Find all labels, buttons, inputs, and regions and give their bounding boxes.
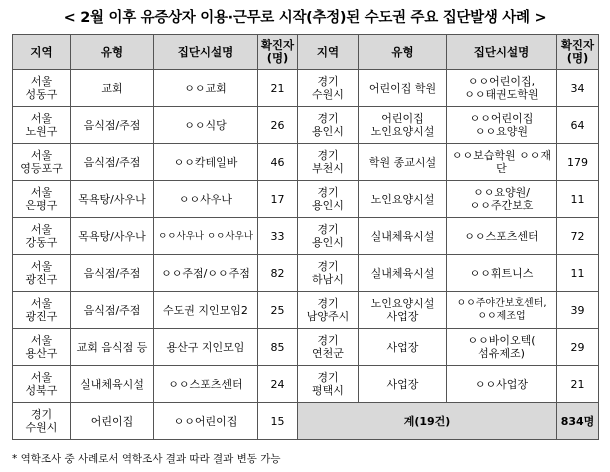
count-cell: 26 <box>258 107 298 144</box>
facility-cell: ㅇㅇ스포츠센터 <box>447 218 557 255</box>
count-cell: 33 <box>258 218 298 255</box>
count-cell: 85 <box>258 329 298 366</box>
total-label: 계(19건) <box>298 403 557 440</box>
count-cell: 64 <box>557 107 599 144</box>
count-cell: 179 <box>557 144 599 181</box>
region-cell: 서울 성북구 <box>13 366 71 403</box>
facility-cell: ㅇㅇ요양원/ ㅇㅇ주간보호 <box>447 181 557 218</box>
region-cell: 경기 용인시 <box>298 218 359 255</box>
facility-cell: 수도권 지인모임2 <box>154 292 258 329</box>
facility-cell: ㅇㅇ보습학원 ㅇㅇ재단 <box>447 144 557 181</box>
count-cell: 34 <box>557 70 599 107</box>
facility-cell: ㅇㅇ교회 <box>154 70 258 107</box>
facility-cell: ㅇㅇ어린이집, ㅇㅇ태권도학원 <box>447 70 557 107</box>
type-cell: 사업장 <box>359 366 447 403</box>
facility-cell: ㅇㅇ칵테일바 <box>154 144 258 181</box>
total-value: 834명 <box>557 403 599 440</box>
count-cell: 25 <box>258 292 298 329</box>
facility-cell: ㅇㅇ식당 <box>154 107 258 144</box>
table-row <box>13 181 599 218</box>
table-row <box>13 107 599 144</box>
table-row <box>13 70 599 107</box>
type-cell: 교회 음식점 등 <box>71 329 154 366</box>
header-type: 유형 <box>71 35 154 70</box>
count-cell: 39 <box>557 292 599 329</box>
type-cell: 어린이집 <box>71 403 154 440</box>
type-cell: 음식점/주점 <box>71 107 154 144</box>
footnote: * 역학조사 중 사례로서 역학조사 결과 따라 결과 변동 가능 <box>12 453 281 465</box>
table-row <box>13 292 599 329</box>
region-cell: 서울 영등포구 <box>13 144 71 181</box>
type-cell: 실내체육시설 <box>71 366 154 403</box>
region-cell: 경기 용인시 <box>298 107 359 144</box>
header-facility: 집단시설명 <box>154 35 258 70</box>
type-cell: 사업장 <box>359 329 447 366</box>
type-cell: 목욕탕/사우나 <box>71 181 154 218</box>
count-cell: 82 <box>258 255 298 292</box>
header-confirmed: 확진자 (명) <box>258 35 298 70</box>
facility-cell: 용산구 지인모임 <box>154 329 258 366</box>
region-cell: 경기 평택시 <box>298 366 359 403</box>
header-facility: 집단시설명 <box>447 35 557 70</box>
count-cell: 21 <box>258 70 298 107</box>
table-header-row <box>13 35 599 70</box>
type-cell: 실내체육시설 <box>359 218 447 255</box>
region-cell: 경기 부천시 <box>298 144 359 181</box>
table-row <box>13 366 599 403</box>
count-cell: 46 <box>258 144 298 181</box>
header-region: 지역 <box>13 35 71 70</box>
count-cell: 29 <box>557 329 599 366</box>
facility-cell: ㅇㅇ휘트니스 <box>447 255 557 292</box>
count-cell: 11 <box>557 181 599 218</box>
type-cell: 교회 <box>71 70 154 107</box>
region-cell: 서울 성동구 <box>13 70 71 107</box>
page-title: < 2월 이후 유증상자 이용·근무로 시작(추정)된 수도권 주요 집단발생 사례 > <box>63 10 547 26</box>
type-cell: 어린이집 노인요양시설 <box>359 107 447 144</box>
facility-cell: ㅇㅇ주야간보호센터, ㅇㅇ제조업 <box>447 292 557 329</box>
type-cell: 음식점/주점 <box>71 144 154 181</box>
facility-cell: ㅇㅇ스포츠센터 <box>154 366 258 403</box>
header-confirmed: 확진자 (명) <box>557 35 599 70</box>
facility-cell: ㅇㅇ어린이집 <box>154 403 258 440</box>
facility-cell: ㅇㅇ사우나 ㅇㅇ사우나 <box>154 218 258 255</box>
type-cell: 음식점/주점 <box>71 292 154 329</box>
region-cell: 경기 하남시 <box>298 255 359 292</box>
region-cell: 경기 용인시 <box>298 181 359 218</box>
header-region: 지역 <box>298 35 359 70</box>
table-row <box>13 329 599 366</box>
facility-cell: ㅇㅇ바이오텍( 섬유제조) <box>447 329 557 366</box>
region-cell: 경기 남양주시 <box>298 292 359 329</box>
type-cell: 노인요양시설 <box>359 181 447 218</box>
count-cell: 24 <box>258 366 298 403</box>
type-cell: 학원 종교시설 <box>359 144 447 181</box>
table-row <box>13 144 599 181</box>
region-cell: 서울 강동구 <box>13 218 71 255</box>
count-cell: 15 <box>258 403 298 440</box>
region-cell: 서울 용산구 <box>13 329 71 366</box>
type-cell: 음식점/주점 <box>71 255 154 292</box>
count-cell: 17 <box>258 181 298 218</box>
table-row <box>13 403 599 440</box>
region-cell: 경기 연천군 <box>298 329 359 366</box>
count-cell: 72 <box>557 218 599 255</box>
facility-cell: ㅇㅇ사우나 <box>154 181 258 218</box>
table-row <box>13 218 599 255</box>
region-cell: 경기 수원시 <box>13 403 71 440</box>
type-cell: 실내체육시설 <box>359 255 447 292</box>
header-type: 유형 <box>359 35 447 70</box>
table-row <box>13 255 599 292</box>
facility-cell: ㅇㅇ사업장 <box>447 366 557 403</box>
count-cell: 11 <box>557 255 599 292</box>
facility-cell: ㅇㅇ주점/ㅇㅇ주점 <box>154 255 258 292</box>
facility-cell: ㅇㅇ어린이집 ㅇㅇ요양원 <box>447 107 557 144</box>
count-cell: 21 <box>557 366 599 403</box>
region-cell: 서울 광진구 <box>13 255 71 292</box>
region-cell: 서울 노원구 <box>13 107 71 144</box>
region-cell: 서울 광진구 <box>13 292 71 329</box>
type-cell: 노인요양시설 사업장 <box>359 292 447 329</box>
region-cell: 서울 은평구 <box>13 181 71 218</box>
type-cell: 어린이집 학원 <box>359 70 447 107</box>
region-cell: 경기 수원시 <box>298 70 359 107</box>
type-cell: 목욕탕/사우나 <box>71 218 154 255</box>
cluster-table <box>12 34 599 440</box>
